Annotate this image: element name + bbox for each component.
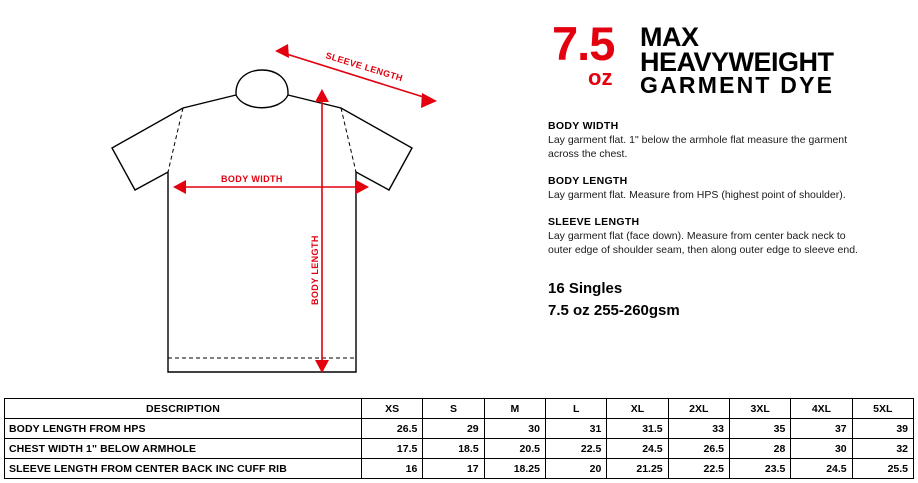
logo-line-2: HEAVYWEIGHT (640, 47, 834, 77)
table-header-3xl: 3XL (729, 399, 790, 419)
row-value: 30 (484, 419, 545, 439)
row-value: 37 (791, 419, 852, 439)
measure-description: Lay garment flat (face down). Measure from center back neck to outer edge of shoulder seam, then along outer edge to sleeve end. (548, 229, 858, 256)
row-value: 32 (852, 439, 913, 459)
row-value: 26.5 (362, 419, 423, 439)
row-value: 16 (362, 459, 423, 479)
body-width-label: BODY WIDTH (221, 174, 283, 184)
row-value: 20 (545, 459, 606, 479)
tshirt-outline (112, 70, 412, 372)
measure-title: SLEEVE LENGTH (548, 215, 640, 228)
row-value: 33 (668, 419, 729, 439)
row-value: 22.5 (545, 439, 606, 459)
row-description: CHEST WIDTH 1" BELOW ARMHOLE (5, 439, 362, 459)
fabric-spec (548, 278, 908, 322)
row-value: 24.5 (607, 439, 668, 459)
row-value: 18.5 (423, 439, 484, 459)
row-value: 17.5 (362, 439, 423, 459)
info-panel (548, 17, 908, 321)
logo-number: 7.5 (552, 17, 615, 70)
collar-line (236, 95, 288, 108)
fabric-spec-singles: 16 Singles (548, 279, 623, 297)
logo-line-1: MAX (640, 22, 699, 52)
table-header-xl: XL (607, 399, 668, 419)
row-value: 31.5 (607, 419, 668, 439)
weight-logo (548, 17, 908, 102)
table-row (5, 439, 914, 459)
row-value: 17 (423, 459, 484, 479)
sleeve-length-label: SLEEVE LENGTH (324, 50, 405, 84)
tshirt-diagram (0, 0, 540, 395)
measure-title: BODY LENGTH (548, 174, 628, 187)
row-value: 31 (545, 419, 606, 439)
table-header-l: L (545, 399, 606, 419)
logo-unit: oz (588, 65, 613, 90)
table-row (5, 459, 914, 479)
row-value: 21.25 (607, 459, 668, 479)
table-header-5xl: 5XL (852, 399, 913, 419)
table-header-4xl: 4XL (791, 399, 852, 419)
row-value: 29 (423, 419, 484, 439)
table-header-description: DESCRIPTION (5, 399, 362, 419)
row-value: 35 (729, 419, 790, 439)
table-header-m: M (484, 399, 545, 419)
table-header-row (5, 399, 914, 419)
fabric-spec-weight: 7.5 oz 255-260gsm (548, 301, 680, 319)
table-header-s: S (423, 399, 484, 419)
body-length-arrow (315, 89, 329, 373)
table-header-2xl: 2XL (668, 399, 729, 419)
row-value: 25.5 (852, 459, 913, 479)
row-description: BODY LENGTH FROM HPS (5, 419, 362, 439)
row-description: SLEEVE LENGTH FROM CENTER BACK INC CUFF RIB (5, 459, 362, 479)
seam-lines (168, 108, 356, 372)
row-value: 22.5 (668, 459, 729, 479)
row-value: 18.25 (484, 459, 545, 479)
size-table (4, 398, 914, 479)
measure-description: Lay garment flat. Measure from HPS (highest point of shoulder). (548, 188, 846, 201)
row-value: 23.5 (729, 459, 790, 479)
table-row (5, 419, 914, 439)
row-value: 24.5 (791, 459, 852, 479)
row-value: 30 (791, 439, 852, 459)
row-value: 39 (852, 419, 913, 439)
measure-title: BODY WIDTH (548, 120, 619, 132)
measure-description: Lay garment flat. 1" below the armhole flat measure the garment across the chest. (548, 134, 848, 160)
row-value: 26.5 (668, 439, 729, 459)
table-header-xs: XS (362, 399, 423, 419)
row-value: 20.5 (484, 439, 545, 459)
row-value: 28 (729, 439, 790, 459)
body-length-label: BODY LENGTH (310, 235, 320, 305)
measure-block-sleeve-length (548, 216, 908, 258)
measure-block-body-length (548, 175, 908, 203)
measure-block-body-width (548, 120, 908, 162)
logo-line-3: GARMENT DYE (640, 72, 835, 98)
